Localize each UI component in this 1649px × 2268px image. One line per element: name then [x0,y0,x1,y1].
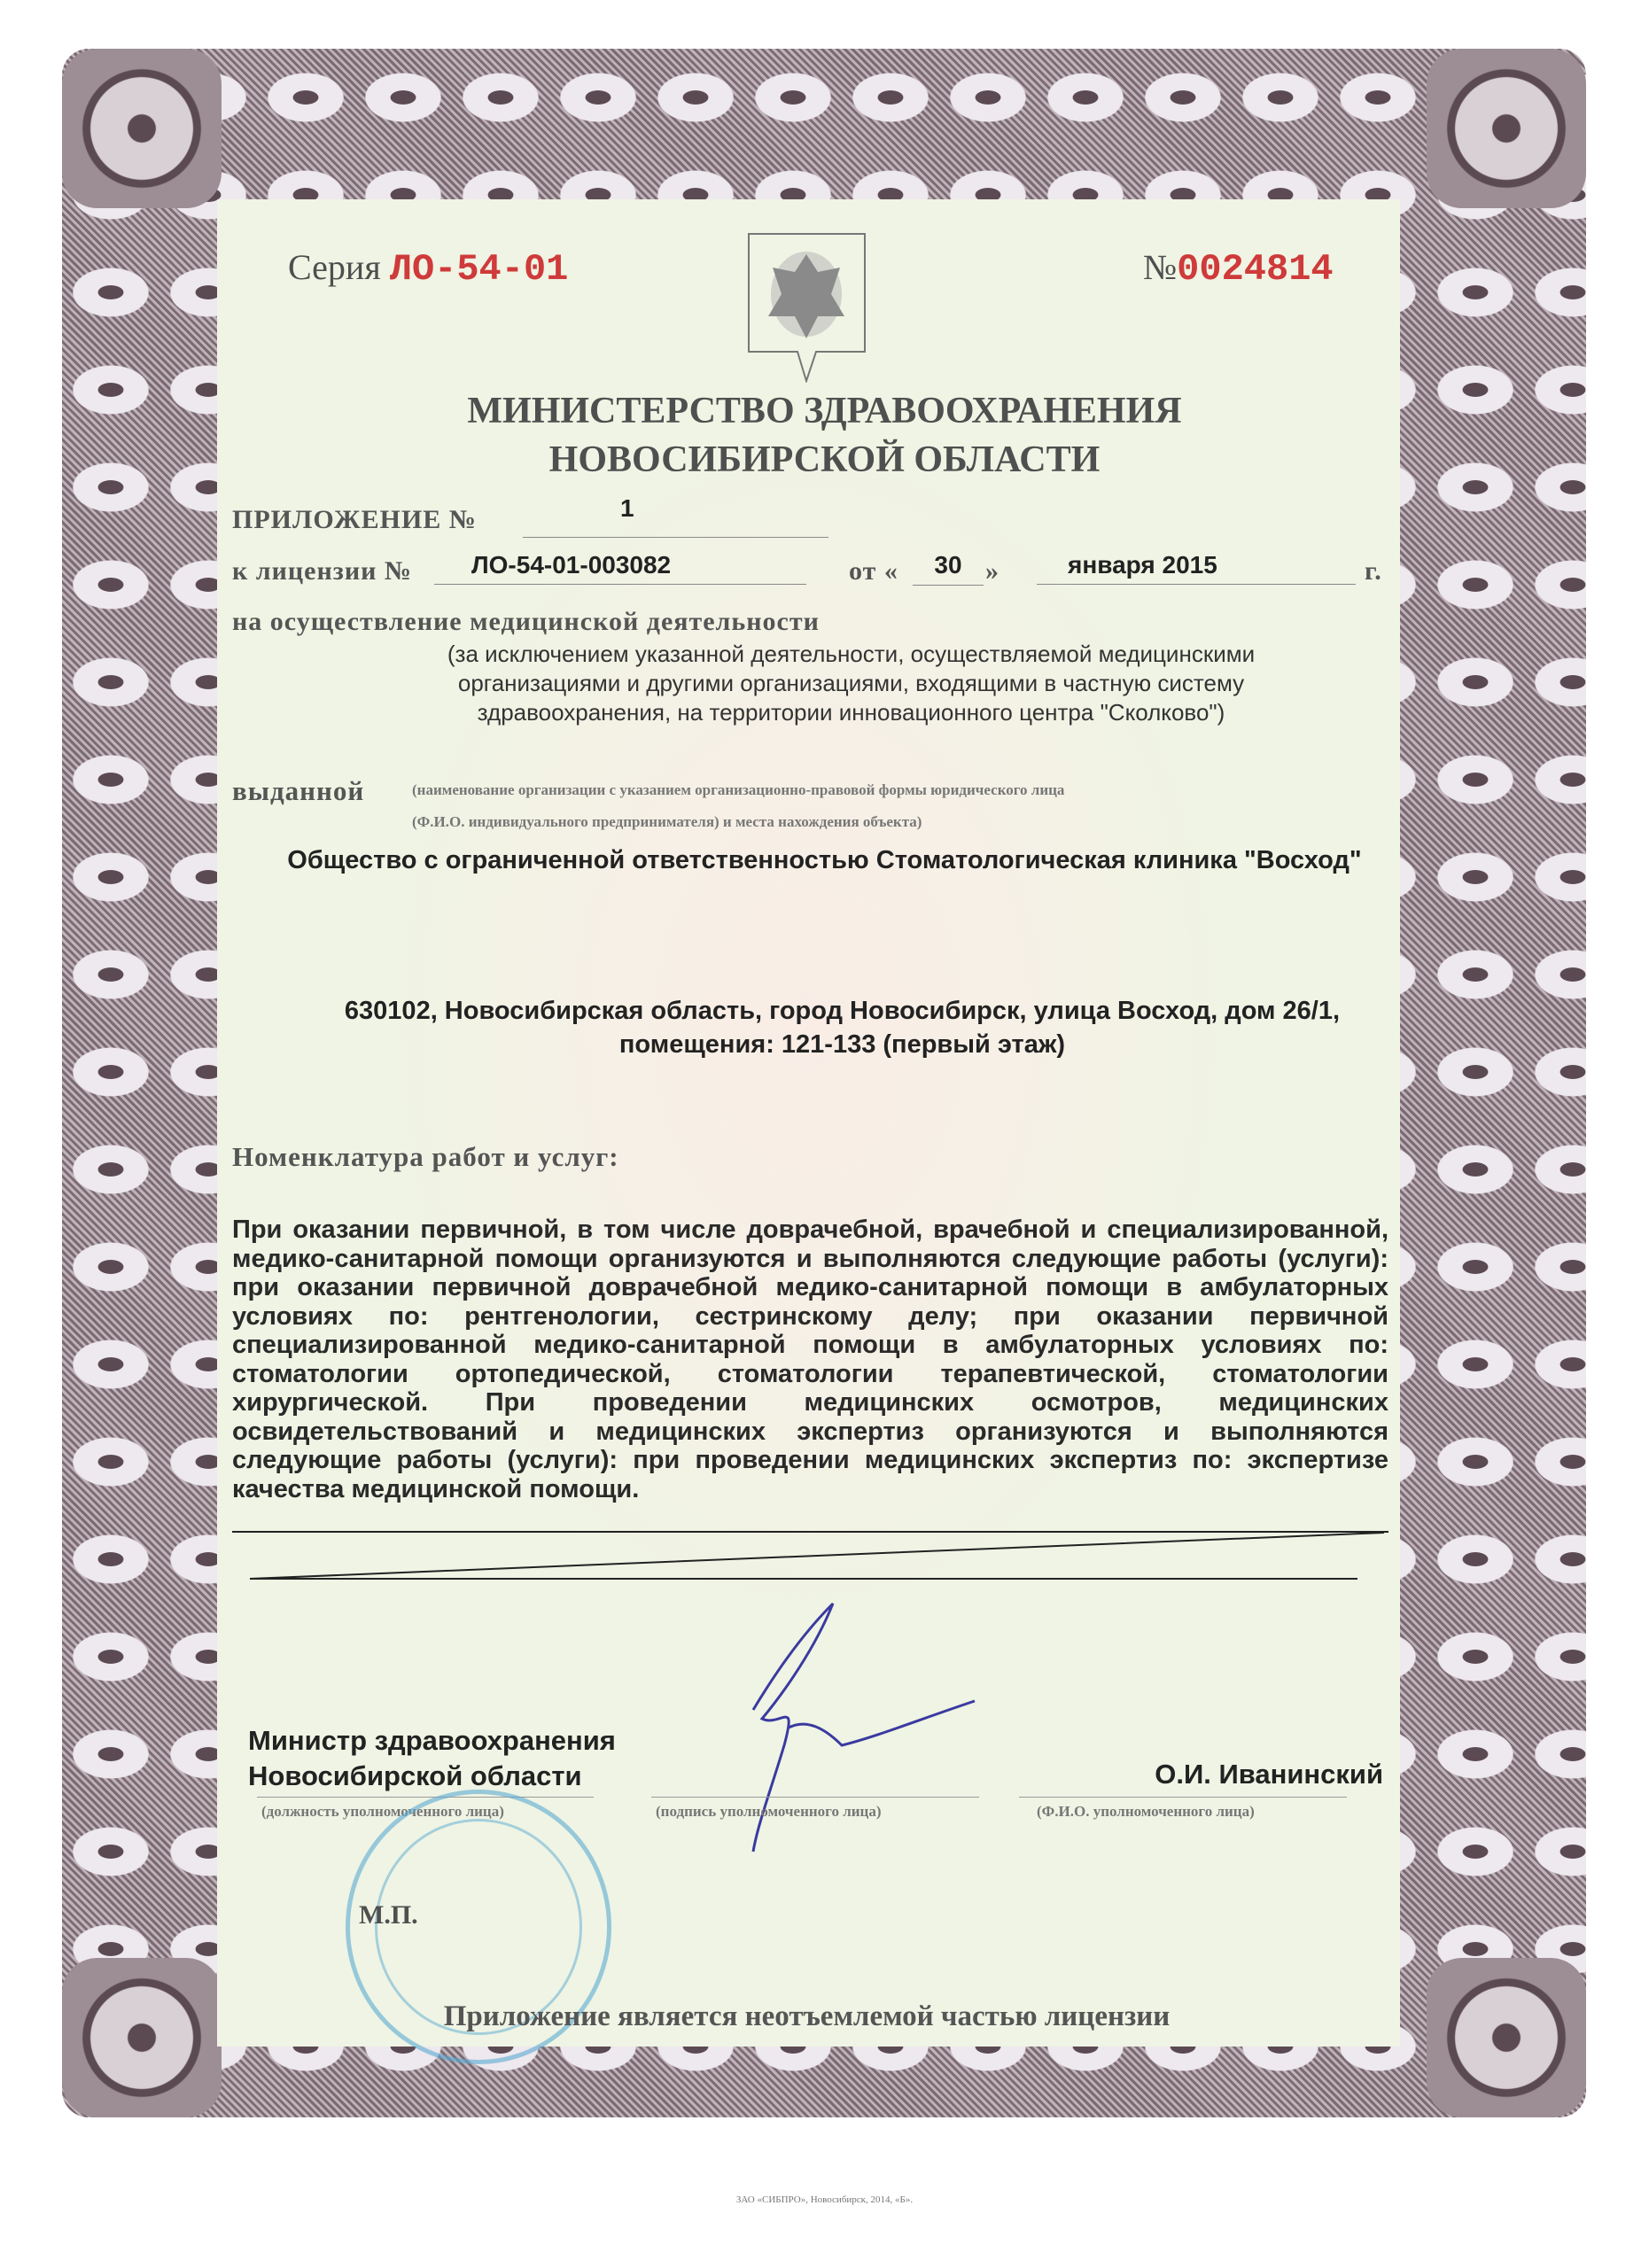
z-closing-stroke [232,1531,1393,1584]
activity-note [0,640,1649,727]
year-suffix: г. [1365,556,1382,586]
issued-to-hint: (наименование организации с указанием организационно-правовой формы юридического лица [412,781,1065,798]
date-from-label: от « [849,556,898,586]
printer-imprint: ЗАО «СИБПРО», Новосибирск, 2014, «Б». [735,2194,914,2205]
corner-ornament [1427,49,1586,208]
address-line: 630102, Новосибирская область, город Новосибирск, улица Восход, дом 26/1, [344,997,1341,1025]
position-line: Новосибирской области [248,1760,582,1791]
position-hint: (должность уполномоченного лица) [261,1803,504,1820]
coat-of-arms-emblem [747,232,867,383]
date-close-quote: » [985,556,1000,586]
appendix-label: ПРИЛОЖЕНИЕ № [232,505,477,534]
appendix-statement [0,2000,1649,2033]
license-month-year: января 2015 [1037,551,1356,585]
activity-note-line: здравоохранения, на территории инновационного центра "Сколково") [477,699,1225,726]
issuer-title-line1: МИНИСТЕРСТВО ЗДРАВООХРАНЕНИЯ [467,391,1182,431]
license-day: 30 [913,551,984,586]
appendix-statement-text: Приложение является неотъемлемой частью лицензии [443,2000,1171,2032]
organization-name: Общество с ограниченной ответственностью Стоматологическая клиника "Восход" [287,846,1362,874]
corner-ornament [62,1958,222,2117]
license-label: к лицензии № [232,556,413,586]
activity-note-line: организациями и другими организациями, входящими в частную систему [457,670,1245,696]
corner-ornament [62,49,222,208]
handwritten-signature [700,1595,984,1860]
signatory-name: О.И. Иванинский [1155,1759,1383,1790]
nomenclature-text: При оказании первичной, в том числе доврачебной, врачебной и специализированной, медико-санитарной помощи организуются и выполняются следующие работы (услуги): при оказании первичной доврачебной медико-санитарной помощи в амбулаторных условиях по: рентгенологии, сестринскому делу; при оказании первичной специализированной медико-санитарной помощи в амбулаторных условиях по: стоматологии ортопедической, стоматологии терапевтической, стоматологии хирургической. При проведении медицинских осмотров, медицинских освидетельствований и медицинских экспертиз организуются и выполняются следующие работы (услуги): при проведении медицинских экспертиз по: экспертизе качества медицинской помощи. [232,1216,1388,1503]
nomenclature-label: Номенклатура работ и услуг: [232,1141,619,1172]
issuer-title-line2: НОВОСИБИРСКОЙ ОБЛАСТИ [548,439,1101,480]
number-value: 0024814 [1177,248,1334,291]
name-hint: (Ф.И.О. уполномоченного лица) [1037,1803,1255,1820]
series-label: Серия [288,247,381,287]
series-value: ЛО-54-01 [389,248,569,291]
activity-label: на осуществление медицинской деятельности [232,607,820,636]
position-line: Министр здравоохранения [248,1725,616,1756]
address-line: помещения: 121-133 (первый этаж) [618,1030,1066,1059]
activity-note-line: (за исключением указанной деятельности, осуществляемой медицинскими [447,641,1256,667]
appendix-number: 1 [620,494,634,522]
corner-ornament [1427,1958,1586,2117]
seal-label: М.П. [359,1900,418,1930]
signature-hint: (подпись уполномоченного лица) [656,1803,882,1820]
number-sign: № [1143,247,1178,287]
issued-to-label: выданной [232,775,365,806]
license-number: ЛО-54-01-003082 [434,551,806,585]
organization-address [0,994,1649,1061]
appendix-number-field [523,494,828,538]
form-number [1143,246,1334,291]
issued-to-hint: (Ф.И.О. индивидуального предпринимателя) и места нахождения объекта) [412,813,922,830]
signatory-position [248,1723,616,1794]
series [288,246,568,291]
